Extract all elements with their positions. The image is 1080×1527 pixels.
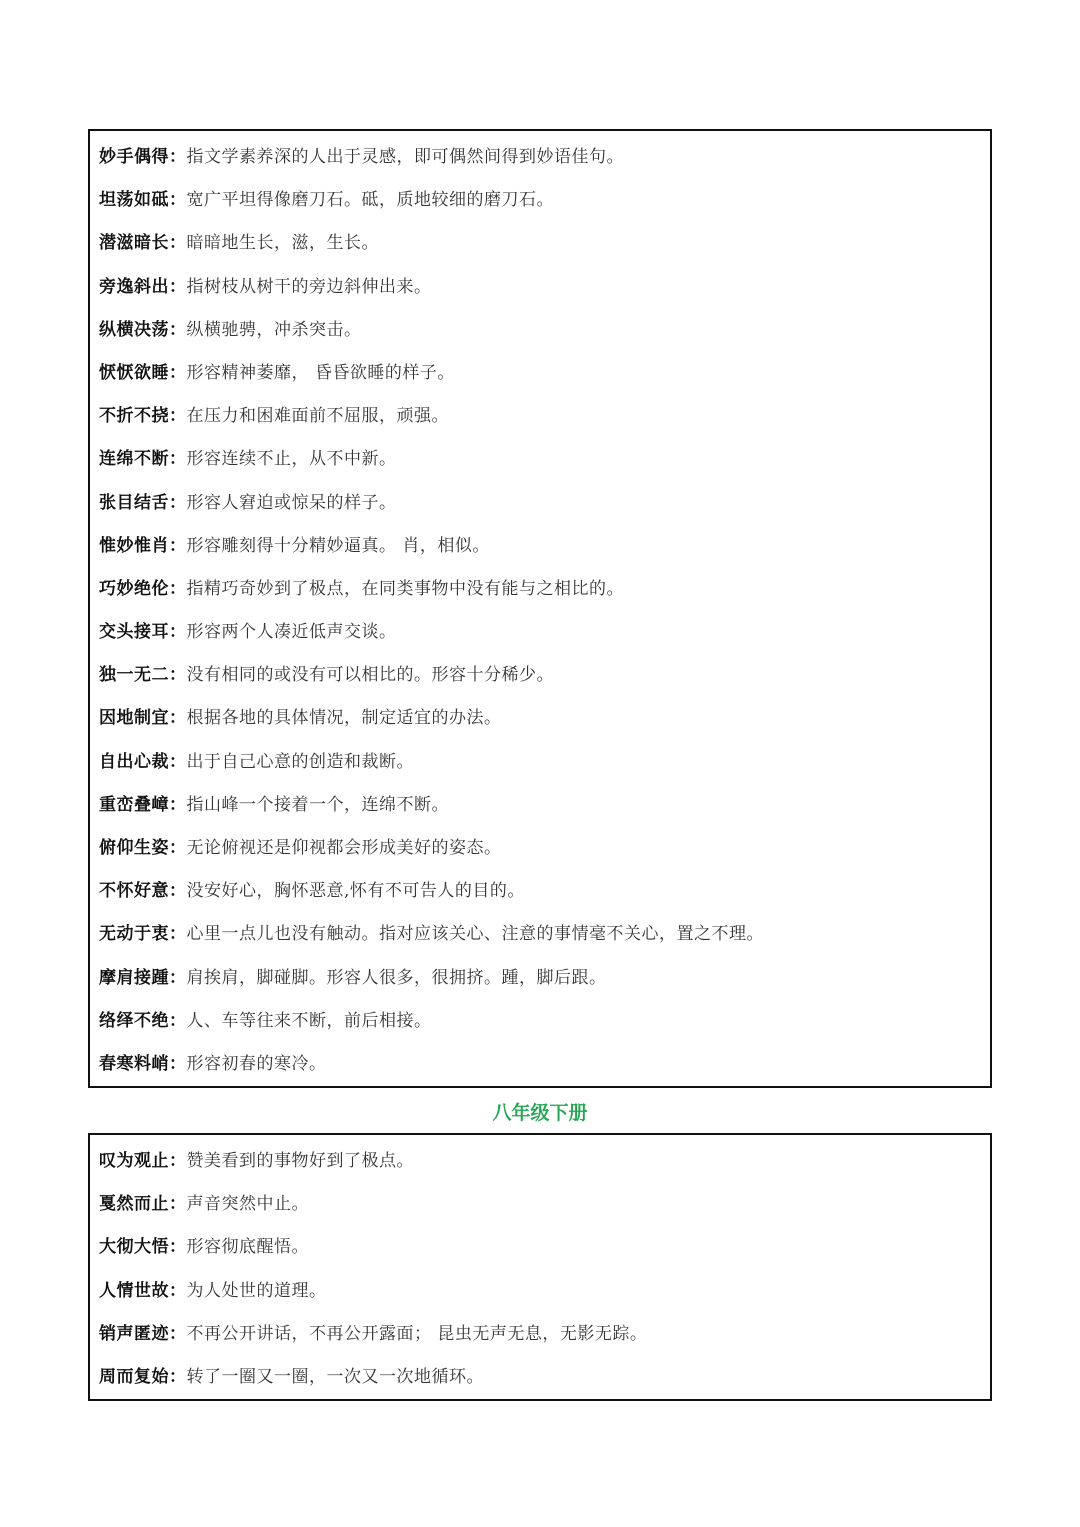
idiom-entry [90,1147,990,1190]
idiom-definition: 形容彻底醒悟。 [186,1237,309,1258]
idiom-entry [90,402,990,445]
idiom-term: 春寒料峭： [99,1053,187,1074]
idiom-entry [90,1050,990,1093]
idiom-term: 叹为观止： [99,1151,187,1171]
idiom-term: 无动于衷： [99,924,187,945]
idiom-term: 络绎不绝： [99,1010,187,1031]
idiom-list [90,131,990,1093]
idiom-definition: 转了一圈又一圈，一次又一次地循环。 [186,1366,484,1387]
idiom-entry [90,273,990,316]
idiom-entry [90,575,990,618]
idiom-term: 恹恹欲睡： [99,362,187,383]
idiom-definition: 暗暗地生长，滋，生长。 [186,233,379,254]
idiom-term: 俯仰生姿： [99,838,187,858]
idiom-definition: 形容连续不止，从不中新。 [186,449,397,470]
idiom-term: 自出心裁： [99,751,187,772]
idiom-entry [90,532,990,575]
idiom-term: 周而复始： [99,1366,187,1387]
idiom-definition: 出于自己心意的创造和裁断。 [186,751,414,772]
idiom-definition: 没安好心，胸怀恶意,怀有不可告人的目的。 [186,881,525,902]
idiom-entry [90,359,990,402]
idiom-definition: 形容精神萎靡， 昏昏欲睡的样子。 [186,362,455,383]
idiom-term: 摩肩接踵： [99,967,187,988]
idiom-term: 交头接耳： [99,622,187,643]
idiom-entry [90,704,990,747]
idiom-definition: 在压力和困难面前不屈服，顽强。 [186,406,449,427]
idiom-definition: 根据各地的具体情况，制定适宜的办法。 [186,708,502,729]
idiom-term: 重峦叠嶂： [99,794,187,815]
idiom-term: 坦荡如砥： [99,190,187,211]
idiom-definition: 无论俯视还是仰视都会形成美好的姿态。 [186,838,502,858]
idiom-entry [90,229,990,272]
idiom-entry [90,1190,990,1233]
idiom-definition: 指精巧奇妙到了极点，在同类事物中没有能与之相比的。 [186,578,624,599]
idiom-entry [90,1233,990,1276]
idiom-entry [90,791,990,834]
section-heading: 八年级下册 [492,1102,588,1124]
idiom-term: 销声匿迹： [99,1323,187,1344]
idiom-term: 不折不挠： [99,406,187,427]
idiom-entry [90,618,990,661]
idiom-entry [90,1277,990,1320]
idiom-entry [90,748,990,791]
idiom-term: 巧妙绝伦： [99,578,187,599]
idiom-entry [90,834,990,877]
idiom-entry [90,445,990,488]
idiom-term: 人情世故： [99,1280,187,1301]
idiom-term: 潜滋暗长： [99,233,187,254]
idiom-definition: 形容初春的寒冷。 [186,1053,327,1074]
idiom-entry [90,316,990,359]
idiom-term: 连绵不断： [99,449,187,470]
idiom-definition: 不再公开讲话，不再公开露面； 昆虫无声无息，无影无踪。 [186,1323,648,1344]
idiom-definition: 赞美看到的事物好到了极点。 [186,1151,414,1171]
idiom-term: 戛然而止： [99,1194,187,1215]
idiom-definition: 肩挨肩，脚碰脚。形容人很多，很拥挤。踵，脚后跟。 [186,967,607,988]
idiom-table-section-2 [88,1133,992,1401]
idiom-definition: 心里一点儿也没有触动。指对应该关心、注意的事情毫不关心，置之不理。 [186,924,764,945]
idiom-definition: 人、车等往来不断，前后相接。 [186,1010,432,1031]
idiom-term: 独一无二： [99,665,187,686]
idiom-entry [90,877,990,920]
idiom-term: 不怀好意： [99,881,187,902]
idiom-definition: 没有相同的或没有可以相比的。形容十分稀少。 [186,665,554,686]
idiom-definition: 指山峰一个接着一个，连绵不断。 [186,794,449,815]
idiom-term: 妙手偶得： [99,147,187,167]
idiom-entry [90,964,990,1007]
idiom-definition: 纵横驰骋，冲杀突击。 [186,319,362,340]
idiom-term: 惟妙惟肖： [99,535,187,556]
idiom-term: 旁逸斜出： [99,276,187,297]
idiom-definition: 为人处世的道理。 [186,1280,327,1301]
idiom-entry [90,1007,990,1050]
idiom-definition: 形容雕刻得十分精妙逼真。 肖，相似。 [186,535,490,556]
idiom-definition: 指文学素养深的人出于灵感，即可偶然间得到妙语佳句。 [186,147,624,167]
idiom-definition: 形容人窘迫或惊呆的样子。 [186,492,397,513]
idiom-entry [90,1363,990,1406]
idiom-entry [90,489,990,532]
idiom-definition: 指树枝从树干的旁边斜伸出来。 [186,276,432,297]
idiom-definition: 声音突然中止。 [186,1194,309,1215]
idiom-term: 张目结舌： [99,492,187,513]
idiom-entry [90,661,990,704]
idiom-entry [90,186,990,229]
idiom-entry [90,920,990,963]
idiom-list [90,1135,990,1406]
idiom-entry [90,143,990,186]
idiom-table-section-1 [88,129,992,1088]
idiom-definition: 形容两个人凑近低声交谈。 [186,622,397,643]
idiom-entry [90,1320,990,1363]
idiom-term: 纵横决荡： [99,319,187,340]
idiom-term: 因地制宜： [99,708,187,729]
idiom-definition: 宽广平坦得像磨刀石。砥，质地较细的磨刀石。 [186,190,554,211]
idiom-term: 大彻大悟： [99,1237,187,1258]
